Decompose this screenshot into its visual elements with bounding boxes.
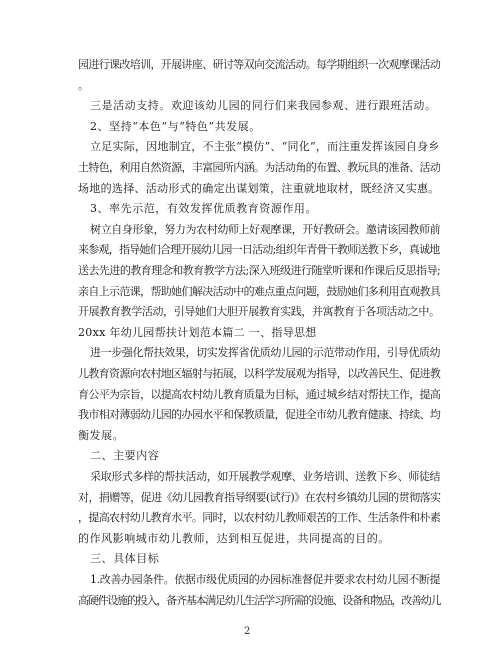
text-line: 开展教育教学活动，引导她们大胆开展教育实践，并寓教育于各项活动之中。: [78, 305, 440, 319]
section-heading: 二、主要内容: [90, 449, 160, 463]
text-line: 园进行课改培训，开展讲座、研讨等双向交流活动。每学期组织一次观摩课活动: [78, 58, 441, 71]
text-line: 育公平为宗旨，以提高农村幼儿教育质量为目标，通过城乡结对帮扶工作，提高: [78, 387, 441, 401]
section-heading: 20xx 年幼儿园帮扶计划范本篇二 一、指导思想: [78, 325, 317, 339]
text-line: 进一步强化帮扶效果，切实发挥省优质幼儿园的示范带动作用，引导优质幼: [90, 346, 441, 360]
text-line: 儿教育资源向农村地区辐射与拓展，以科学发展观为指导，以改善民生、促进教: [78, 367, 441, 380]
text-line: 。: [78, 78, 90, 92]
text-line: 2、坚持“本色”与“特色”共发展。: [90, 119, 261, 133]
text-line: 土特色，利用自然资源，丰富园所内涵。为活动角的布置、教玩具的准备、活动: [78, 161, 441, 174]
text-line: 高硬件设施的投入，备齐基本满足幼儿生活学习所需的设施、设备和物品，改善幼儿: [78, 593, 441, 607]
section-heading: 三、具体目标: [90, 552, 160, 566]
text-line: 送去先进的教育理念和教育教学方法;深入班级进行随堂听课和作课后反思指导;: [78, 264, 441, 277]
text-line: 立足实际，因地制宜，不主张“模仿”、“同化”，而注重发挥该园自身乡: [90, 140, 440, 154]
text-line: 的作风影响城市幼儿教师，达到相互促进，共同提高的目的。: [78, 531, 390, 545]
page-number: 2: [244, 626, 251, 637]
text-line: 3、率先示范，有效发挥优质教育资源作用。: [90, 202, 317, 216]
text-line: ，提高农村幼儿教育水平。同时，以农村幼儿教师艰苦的工作、生活条件和朴素: [78, 511, 441, 525]
text-line: 树立自身形象，努力为农村幼师上好观摩课，开好教研会。邀请该园教师前: [90, 222, 441, 236]
text-line: 我市相对薄弱幼儿园的办园水平和保教质量，促进全市幼儿教育健康、持续、均: [78, 408, 441, 422]
text-line: 采取形式多样的帮扶活动，如开展教学观摩、业务培训、送教下乡、师徒结: [90, 470, 441, 483]
text-line: 1.改善办园条件。依据市级优质园的办园标准督促并要求农村幼儿园不断提: [90, 573, 441, 586]
text-line: 对，捐赠等，促进《幼儿园教育指导纲要(试行)》在农村乡镇幼儿园的贯彻落实: [78, 490, 441, 504]
text-line: 场地的选择、活动形式的确定出谋划策，注重就地取材，既经济又实惠。: [78, 181, 440, 195]
text-line: 来参观，指导她们合理开展幼儿园一日活动;组织年青骨干教师送教下乡，真诚地: [78, 243, 440, 257]
text-line: 三是活动支持。欢迎该幼儿园的同行们来我园参观、进行跟班活动。: [90, 99, 437, 113]
text-line: 衡发展。: [78, 428, 125, 442]
text-line: 亲自上示范课，帮助她们解决活动中的难点重点问题，鼓励她们多利用直观教具: [78, 284, 441, 298]
